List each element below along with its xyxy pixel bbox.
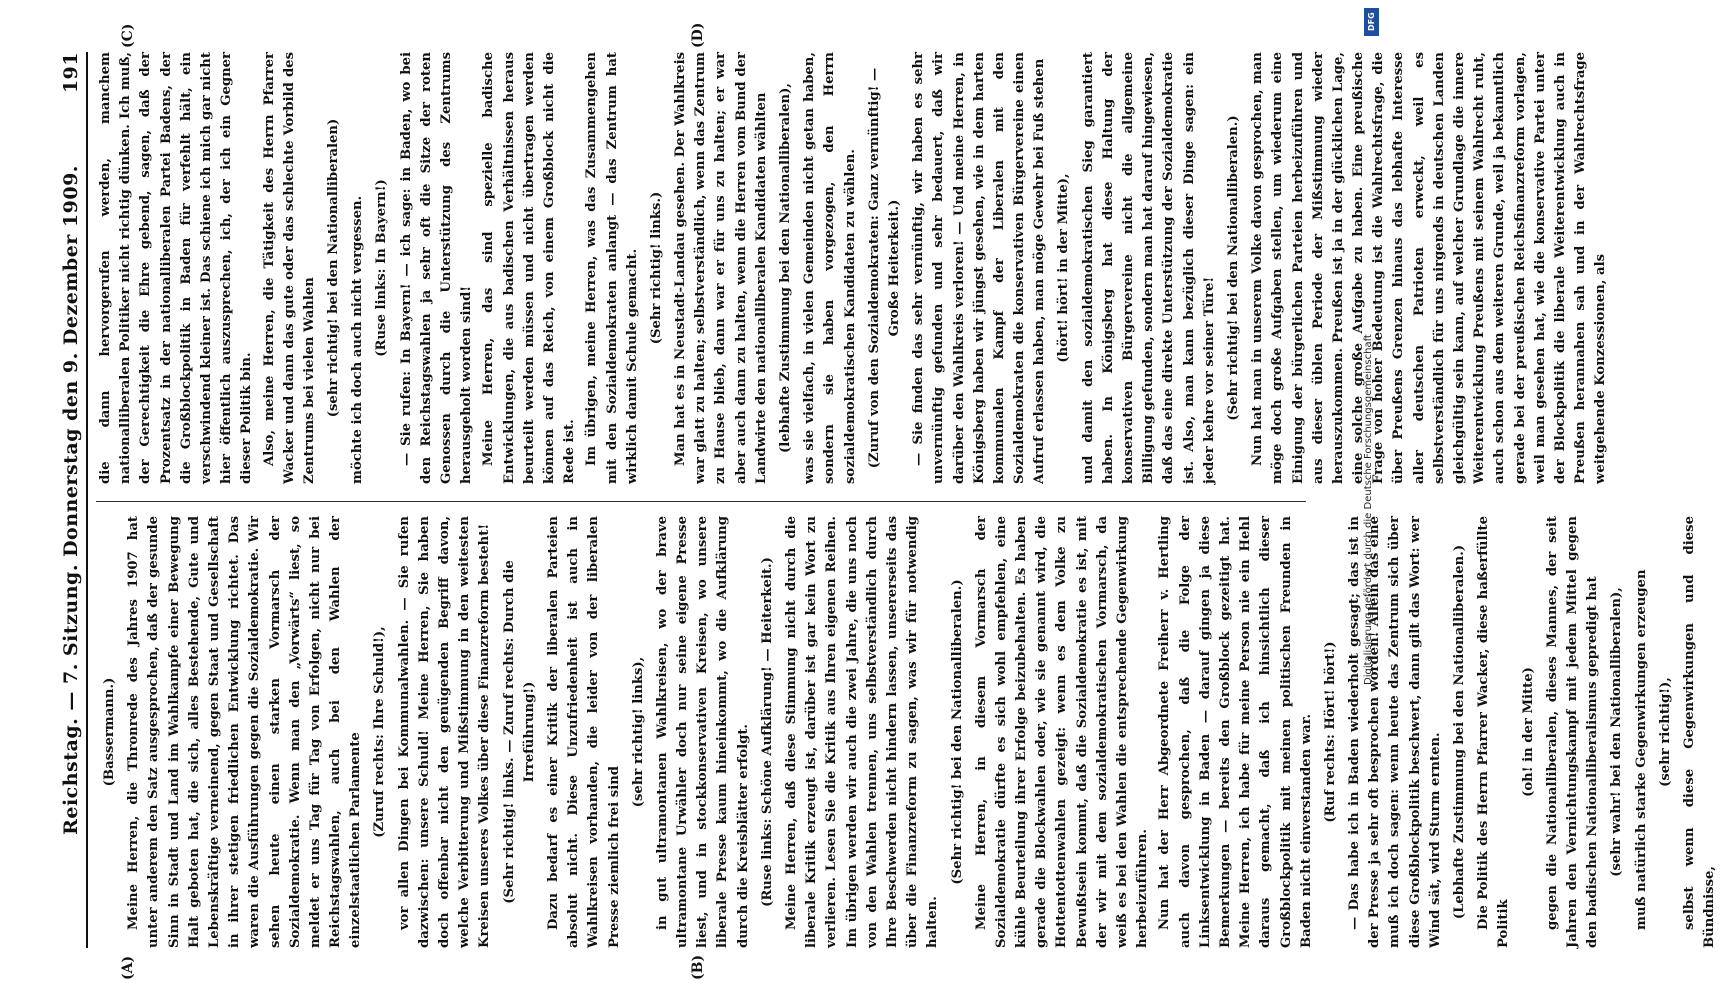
interjection-line: (Zuruf von den Sozialdemokraten: Ganz vernünftig! — Große Heiterkeit.) — [866, 67, 902, 469]
page-header-title: Reichstag. — 7. Sitzung. Donnerstag den 9. Dezember 1909. — [60, 165, 82, 835]
column-divider — [96, 501, 1306, 502]
interjection-line: (sehr richtig!), — [1657, 677, 1673, 787]
interjection-line: (Zuruf rechts: Ihre Schuld!), — [372, 626, 388, 838]
interjection-line: (Lebhafte Zustimmung bei den Nationalliberalen.) — [1452, 544, 1467, 920]
interjection-line: (Ruf rechts: Hört! hört!) — [1322, 641, 1338, 823]
speech-paragraph: muß natürlich starke Gegenwirkungen erzeugen — [1633, 569, 1649, 930]
left-text-column — [96, 516, 1718, 948]
interjection-line: (Ruse links: Schöne Aufklärung! — Heiterkeit.) — [759, 557, 775, 907]
interjection-line: (Sehr richtig! bei den Nationalliberalen.) — [949, 579, 965, 885]
speech-paragraph: Dazu bedarf es einer Kritik der liberalen Parteien absolut nicht. Diese Unzufriedenheit ist auch in Wahlkreisen vorhanden, die leider von der liberalen Presse ziemlich frei sind — [545, 516, 622, 948]
interjection-line: (sehr richtig! bei den Nationalliberalen) — [326, 118, 342, 418]
speech-paragraph: möchte ich doch auch nicht vergessen. — [350, 195, 366, 484]
page-number: 191 — [60, 52, 82, 94]
interjection-line: (Sehr richtig! links. — Zuruf rechts: Durch die Irreführung!) — [501, 560, 537, 904]
margin-marker-d: (D) — [690, 22, 706, 48]
interjection-line: (sehr wahr! bei den Nationalliberalen), — [1609, 587, 1625, 877]
speech-paragraph: gegen die Nationalliberalen, dieses Mannes, der seit Jahren den Vernichtungskampf mit jedem Mittel gegen den badischen Nationalliberalismus gepredigt hat — [1544, 516, 1601, 948]
speech-paragraph: — Das habe ich in Baden wiederholt gesagt; das ist in der Presse ja sehr oft besprochen worden! Allein das eine muß ich doch sagen: wenn heute das Zentrum sich über diese Großblockpolitik beschwert, dann gilt das Wort: wer Wind sät, wird Sturm ernten. — [1347, 516, 1443, 948]
right-text-column — [96, 52, 1609, 484]
interjection-line: (Sehr richtig! bei den Nationalliberalen.) — [1225, 115, 1241, 421]
margin-marker-a: (A) — [120, 955, 136, 980]
dfg-logo: DFG — [1364, 8, 1379, 36]
page-header — [56, 52, 88, 948]
speech-paragraph: Die Politik des Herrn Pfarrer Wacker, diese haßerfüllte Politik — [1476, 516, 1512, 948]
speech-paragraph: Meine Herren, die Thronrede des Jahres 1907 hat unter anderem den Satz ausgesprochen, daß der gesunde Sinn in Stadt und Land im Wahlkampfe einer Bewegung Halt geboten hat, die sich, alles Bestehende, Gute und Lebenskräftige verneinend, gegen Staat und Gesellschaft in ihrer stetigen friedlichen Entwicklung richtet. Das waren die Ausführungen gegen die Sozialdemokratie. Wir sehen heute einen starken Vormarsch der Sozialdemokratie. Wenn man den „Vorwärts“ liest, so meldet er uns Tag für Tag von Erfolgen, nicht nur bei Reichstagswahlen, auch bei den Wahlen der einzelstaatlichen Parlamente — [126, 516, 364, 948]
speech-paragraph: in gut ultramontanen Wahlkreisen, wo der brave ultramontane Urwähler doch nur seine eigene Presse liest, und in stockkonservativen Kreisen, wo unsere liberale Presse kaum hineinkommt, wo die Aufklärung durch die Kreisblätter erfolgt. — [654, 516, 751, 948]
speech-paragraph: Im übrigen, meine Herren, was das Zusammengehen mit den Sozialdemokraten anlangt — das Zentrum hat wirklich damit Schule gemacht. — [584, 52, 640, 484]
margin-marker-b: (B) — [690, 954, 706, 980]
interjection-line: (Bassermann.) — [102, 677, 117, 787]
speech-paragraph: selbst wenn diese Gegenwirkungen und diese Bündnisse, — [1681, 516, 1718, 948]
speech-paragraph: die dann hervorgerufen werden, manchem nationalliberalen Politiker nicht richtig dünken. Ich muß, der Gerechtigkeit die Ehre gebend, sagen, daß der Prozentsatz in der nationalliberalen Partei Badens, der die Großblockpolitik in Baden für verfehlt hält, ein verschwindend kleiner ist. Das schiene ich mich gar nicht hier öffentlich auszusprechen, ich, der ich ein Gegner dieser Politik bin. — [98, 52, 255, 484]
funding-note: Digitalisierung gefördert durch die Deutsche Forschungsgemeinschaft — [1363, 334, 1374, 686]
interjection-line: (lebhafte Zustimmung bei den Nationalliberalen), — [778, 83, 793, 453]
speech-paragraph: was sie vielfach, in vielen Gemeinden nicht getan haben, sondern sie haben vorgezogen, den Herrn sozialdemokratischen Kandidaten zu wählen. — [802, 52, 858, 484]
speech-paragraph: und damit den sozialdemokratischen Sieg garantiert haben. In Königsberg hat diese Haltung der konservativen Bürgervereine nicht die allgemeine Billigung gefunden, sondern man hat darauf hingewiesen, daß das eine direkte Unterstützung der Sozialdemokratie ist. Also, man kann bezüglich dieser Dinge sagen: ein jeder kehre vor seiner Türe! — [1080, 52, 1217, 484]
speech-paragraph: Also, meine Herren, die Tätigkeit des Herrn Pfarrer Wacker und dann das gute oder das schlechte Vorbild des Zentrums bei vielen Wahlen — [261, 52, 317, 484]
speech-paragraph: Meine Herren, daß diese Stimmung nicht durch die liberale Kritik erzeugt ist, darüber ist gar kein Wort zu verlieren. Lesen Sie die Kritik aus Ihren eigenen Reihen. Im übrigen werden wir auch die zwei Jahre, die uns noch von den Wahlen trennen, uns selbstverständlich durch Ihre Beschwerden nicht hindern lassen, unsererseits das über die Finanzreform zu sagen, was wir für notwendig halten. — [784, 516, 941, 948]
speech-paragraph: Nun hat man in unserem Volke davon gesprochen, man möge doch große Aufgaben stellen, um wiederum eine Einigung der bürgerlichen Parteien herbeizuführen und aus dieser üblen Periode der Mißstimmung wieder herauszukommen. Preußen ist ja in der glücklichen Lage, eine solche große Aufgabe zu haben. Eine preußische Frage von hoher Bedeutung ist die Wahlrechtsfrage, die über Preußens Grenzen hinaus das lebhafte Interesse aller deutschen Patrioten erweckt, weil es selbstverständlich für uns nirgends in deutschen Landen gleichgültig sein kann, auf welcher Grundlage die innere Weiterentwicklung Preußens mit seinem Wahlrecht ruht, auch schon aus dem weiteren Grunde, weil ja bekanntlich gerade bei der preußischen Reichsfinanzreform vorlagen, weil man gesehen hat, wie die konservative Partei unter der Blockpolitik die liberale Weiterentwicklung auch in Preußen herannahen sah und in der Wahlrechtsfrage weitgehende Konzessionen, als — [1250, 52, 1609, 484]
interjection-line: (oh! in der Mitte) — [1520, 667, 1536, 797]
interjection-line: (Ruse links: In Bayern!) — [374, 179, 390, 357]
margin-marker-c: (C) — [120, 23, 136, 48]
speech-paragraph: Meine Herren, das sind spezielle badische Entwicklungen, die aus badischen Verhältnissen heraus beurteilt werden müssen und nicht übertragen werden können auf das Reich, von einem Großblock nicht die Rede ist. — [481, 52, 578, 484]
interjection-line: (hört! hört! in der Mitte), — [1056, 173, 1072, 363]
interjection-line: (Sehr richtig! links.) — [648, 191, 664, 345]
speech-paragraph: — Sie rufen: In Bayern! — ich sage: in Baden, wo bei den Reichstagswahlen ja sehr oft die Sitze der roten Genossen durch die Unterstützung des Zentrums herausgeholt worden sind! — [398, 52, 475, 484]
speech-paragraph: Man hat es in Neustadt-Landau gesehen. Der Wahlkreis war glatt zu halten; selbstverständlich, wenn das Zentrum zu Hause blieb, dann war er für uns zu halten; er war aber auch dann zu halten, wenn die Herren vom Bund der Landwirte den nationalliberalen Kandidaten wählten — [673, 52, 769, 484]
speech-paragraph: Meine Herren, in diesem Vormarsch der Sozialdemokratie dürfte es sich wohl empfehlen, eine kühle Beurteilung ihrer Erfolge beizubehalten. Es haben gerade die Blockwahlen oder, wie sie genannt wird, die Hottentottenwahlen gezeigt: wenn es dem Volke zu Bewußtsein kommt, daß die Sozialdemokratie es ist, mit der wir mit dem sozialdemokratischen Vormarsch, da weiß es bei den Wahlen die entsprechende Gegenwirkung herbeizuführen. — [973, 516, 1151, 948]
interjection-line: (sehr richtig! links), — [630, 656, 646, 808]
speech-paragraph: — Sie finden das sehr vernünftig, wir haben es sehr unvernünftig gefunden und sehr bedauert, daß wir darüber den Wahlkreis verloren! — Und meine Herren, in Königsberg haben wir jüngst gesehen, wie in dem harten kommunalen Kampf der Liberalen mit den Sozialdemokraten die konservativen Bürgervereine einen Aufruf erlassen haben, man möge Gewehr bei Fuß stehen — [911, 52, 1048, 484]
speech-paragraph: Nun hat der Herr Abgeordnete Freiherr v. Hertling auch davon gesprochen, daß die Folge der Linksentwicklung in Baden — darauf gingen ja diese Bemerkungen — bereits den Großblock gezeitigt hat. Meine Herren, ich habe für meine Person nie ein Hehl daraus gemacht, daß ich hinsichtlich dieser Großblockpolitik mit meinen politischen Freunden in Baden nicht einverstanden war. — [1157, 516, 1314, 948]
speech-paragraph: vor allen Dingen bei Kommunalwahlen. — Sie rufen dazwischen: unsere Schuld! Meine Herren, Sie haben doch offenbar nicht den genügenden Begriff davon, welche Verbitterung und Mißstimmung in den weitesten Kreisen unseres Volkes über diese Finanzreform besteht! — [396, 516, 493, 948]
